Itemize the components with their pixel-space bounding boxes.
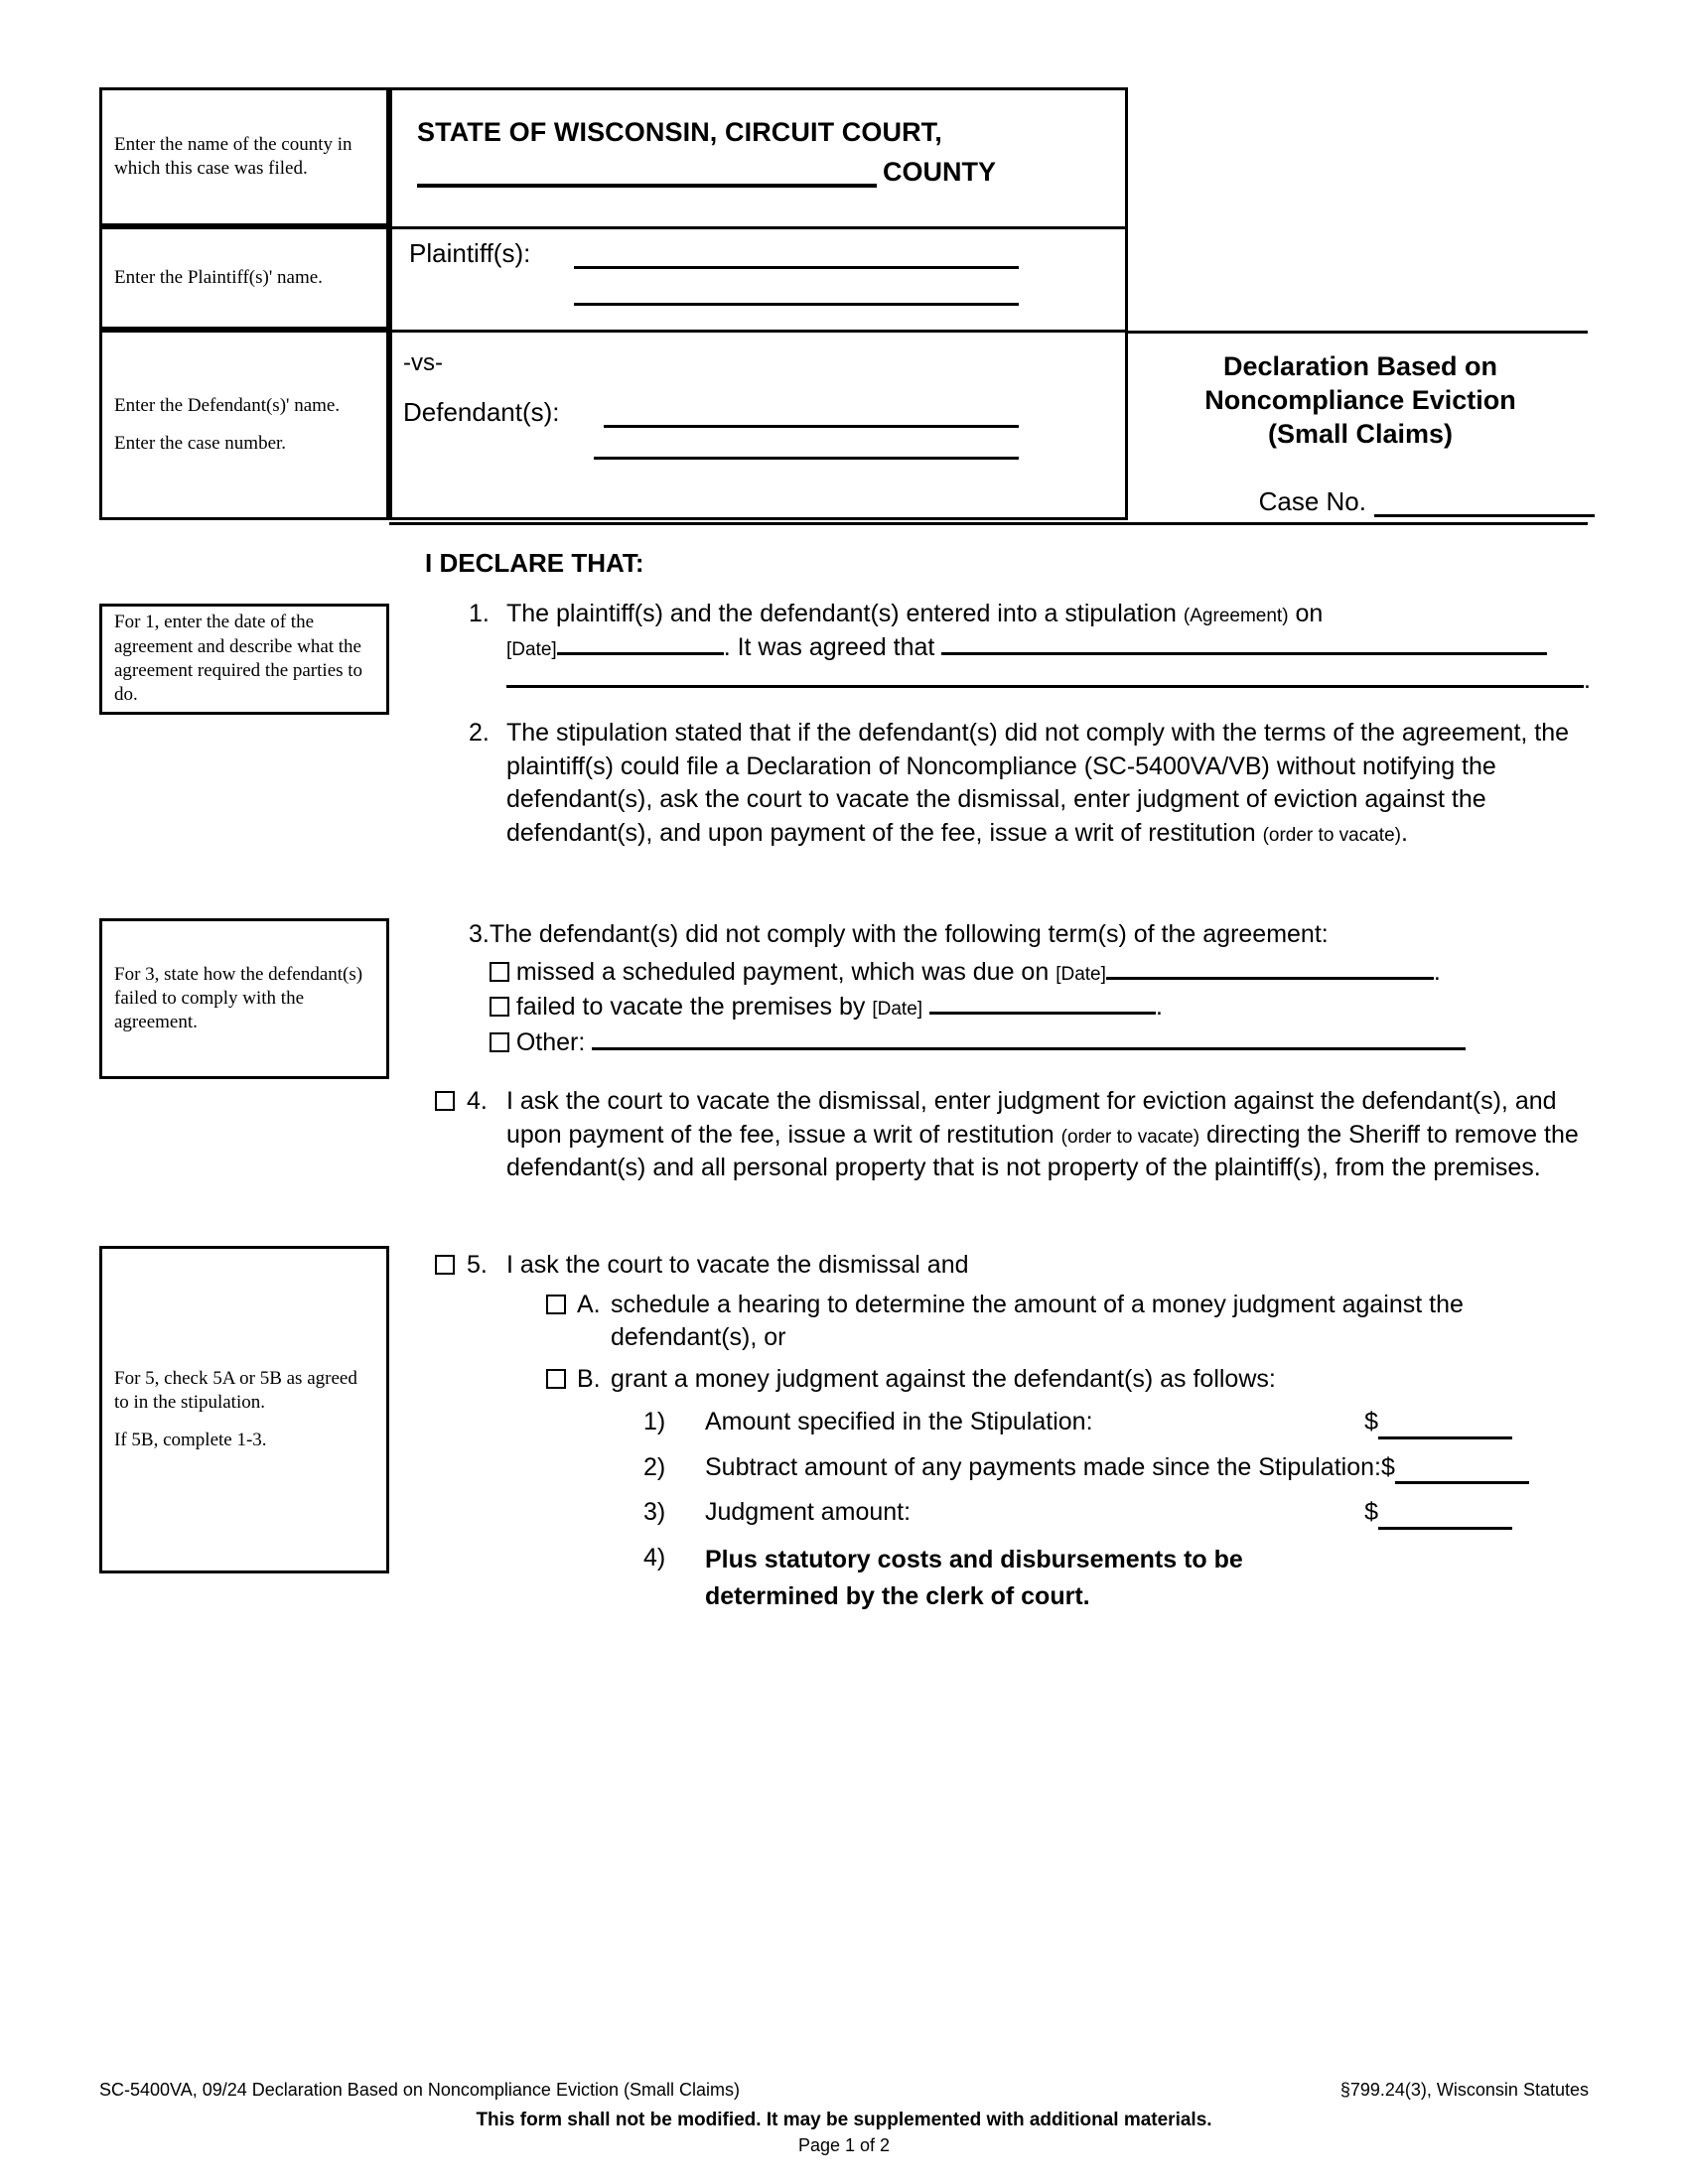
item-3-option-a-date-blank[interactable]: [1106, 957, 1434, 980]
instruction-item1-text: For 1, enter the date of the agreement and describe what the agreement required the parties to do.: [114, 612, 363, 706]
item-5-number: 5.: [467, 1251, 488, 1279]
item-5-amount-label: Judgment amount:: [705, 1498, 912, 1526]
case-number-label: Case No.: [1258, 486, 1366, 516]
instruction-box-county: [99, 87, 389, 226]
item-4-checkbox[interactable]: [435, 1091, 455, 1111]
item-5-sub-b: [546, 1363, 1597, 1397]
item-3-option-a-date-label: [Date]: [1055, 963, 1106, 985]
title-block-left-border: [1125, 87, 1128, 334]
item-2-period: .: [1400, 818, 1408, 847]
item-3-option-a-row: [490, 956, 1601, 990]
item-5-sub-b-text: grant a money judgment against the defendant(s) as follows:: [611, 1364, 1276, 1393]
footer-form-id: SC-5400VA, 09/24 Declaration Based on Noncompliance Eviction (Small Claims): [99, 2080, 740, 2100]
instruction-plaintiff-text: Enter the Plaintiff(s)' name.: [114, 266, 323, 288]
item-1-agreement-blank-1[interactable]: [941, 632, 1547, 655]
item-3-number: 3.: [469, 920, 490, 948]
defendant-name-blank-1[interactable]: [604, 425, 1019, 428]
item-4-text-b: directing the Sheriff to remove the defendant(s) and all personal property that is not property of the plaintiff(s), from the premises.: [506, 1120, 1579, 1181]
footer-top-row: [0, 2080, 1688, 2106]
item-2: [469, 717, 1601, 850]
item-5-amount-currency: $: [1364, 1498, 1378, 1526]
caption-bottom-border: [389, 522, 1588, 525]
item-3-option-b-row: [490, 991, 1601, 1024]
item-3-option-c-blank[interactable]: [592, 1027, 1466, 1050]
item-2-text: The stipulation stated that if the defendant(s) did not comply with the terms of the agreement, the plaintiff(s) could file a Declaration of Noncompliance (SC-5400VA/VB) without notifying the defendant(s), ask the court to vacate the dismissal, enter judgment of eviction against the defendant(s), and upon payment of the fee, issue a writ of restitution: [506, 719, 1570, 847]
instruction-item5a-text: For 5, check 5A or 5B as agreed to in the stipulation.: [114, 1367, 357, 1413]
form-title-line-3: (Small Claims): [1267, 419, 1454, 450]
item-5-statutory-costs-line-2: determined by the clerk of court.: [705, 1582, 1090, 1610]
instruction-box-defendant: [99, 330, 389, 520]
item-5-amount-row: [643, 1496, 1512, 1530]
caption-divider-1: [389, 226, 1128, 229]
item-3-option-b-checkbox[interactable]: [490, 997, 509, 1017]
footer-page-number: Page 1 of 2: [797, 2135, 891, 2155]
form-title: [1132, 349, 1589, 451]
case-number-row: [1132, 486, 1595, 517]
item-4-checkbox-holder: [435, 1085, 461, 1185]
item-4-order-to-vacate-paren: (order to vacate): [1060, 1126, 1200, 1148]
item-5-amount-list: [643, 1406, 1512, 1616]
instruction-box-item1: [99, 604, 389, 715]
item-5-amount-row: [643, 1406, 1512, 1439]
item-3: [469, 918, 1601, 1059]
item-1-agreement-paren: (Agreement): [1183, 606, 1289, 626]
form-title-line-2: Noncompliance Eviction: [1204, 385, 1516, 416]
item-5-statutory-costs-number: 4): [643, 1543, 666, 1571]
item-5-amount-number: 3): [643, 1498, 666, 1526]
county-word-label: COUNTY: [883, 157, 996, 187]
item-2-order-to-vacate-paren: (order to vacate): [1262, 824, 1401, 846]
item-5-amount-label: Amount specified in the Stipulation:: [705, 1408, 1093, 1435]
item-4-text-a: I ask the court to vacate the dismissal, enter judgment for eviction against the defendant(s), and upon payment of the fee, issue a writ of restitution: [506, 1087, 1557, 1149]
county-entry-row: [417, 157, 996, 188]
versus-label: -vs-: [403, 349, 443, 376]
item-1-date-label: [Date]: [506, 638, 557, 660]
instruction-box-plaintiff: [99, 226, 389, 330]
item-5-sub-b-label: B.: [577, 1364, 601, 1393]
item-5-statutory-costs-line-1: Plus statutory costs and disbursements to be: [705, 1545, 1243, 1573]
title-block-top-border: [1125, 331, 1588, 334]
item-1-text-a: The plaintiff(s) and the defendant(s) entered into a stipulation: [506, 600, 1177, 627]
item-1-number: 1.: [469, 600, 490, 627]
item-5-sub-b-checkbox-holder: [546, 1363, 572, 1397]
item-5-sub-b-checkbox[interactable]: [546, 1369, 566, 1389]
item-3-text: The defendant(s) did not comply with the following term(s) of the agreement:: [489, 920, 1329, 948]
item-1-text-c: . It was agreed that: [723, 632, 935, 661]
item-3-option-a-label: missed a scheduled payment, which was due on: [515, 957, 1050, 986]
item-4: [435, 1085, 1592, 1185]
item-3-option-c-label: Other:: [515, 1027, 586, 1056]
item-5-amount-blank[interactable]: [1378, 1507, 1512, 1530]
court-heading: STATE OF WISCONSIN, CIRCUIT COURT,: [417, 117, 942, 147]
item-5-amount-blank[interactable]: [1378, 1417, 1512, 1439]
item-5-checkbox[interactable]: [435, 1255, 455, 1275]
item-3-option-b-date-label: [Date]: [872, 999, 923, 1020]
item-5-amount-entry: [1364, 1496, 1512, 1530]
item-5: [435, 1249, 1597, 1616]
item-5-sub-a-checkbox-holder: [546, 1289, 572, 1355]
item-5-statutory-costs-row: [643, 1542, 1512, 1616]
instruction-case-number-text: Enter the case number.: [114, 433, 287, 454]
caption-divider-2: [389, 330, 1128, 333]
item-5-amount-label: Subtract amount of any payments made since the Stipulation:: [705, 1452, 1381, 1481]
item-3-option-a-period: .: [1433, 957, 1441, 986]
item-1: [469, 598, 1591, 698]
instruction-box-item3: [99, 918, 389, 1079]
item-3-option-b-period: .: [1156, 993, 1163, 1021]
item-1-text-b: on: [1295, 600, 1324, 627]
item-2-number: 2.: [469, 719, 490, 747]
item-5-amount-number: 1): [643, 1408, 666, 1435]
defendant-label: Defendant(s):: [403, 397, 560, 427]
item-1-date-blank[interactable]: [557, 632, 724, 655]
declare-heading: I DECLARE THAT:: [425, 548, 644, 578]
item-5-amount-blank[interactable]: [1395, 1461, 1529, 1484]
item-5-sub-a-label: A.: [577, 1290, 601, 1318]
item-5-amount-number: 2): [643, 1452, 666, 1481]
item-5-checkbox-holder: [435, 1249, 461, 1616]
item-3-option-a-checkbox[interactable]: [490, 962, 509, 982]
item-5-amount-entry: [1364, 1406, 1512, 1439]
item-3-option-c-row: [490, 1026, 1601, 1060]
item-1-period: .: [1584, 666, 1591, 694]
plaintiff-name-blank-1[interactable]: [574, 266, 1019, 269]
form-title-line-1: Declaration Based on: [1222, 351, 1498, 381]
item-5-amount-entry: [1381, 1451, 1529, 1485]
defendant-name-blank-2[interactable]: [594, 457, 1019, 460]
instruction-item3-text: For 3, state how the defendant(s) failed to comply with the agreement.: [114, 963, 363, 1033]
item-1-agreement-blank-2[interactable]: [506, 665, 1584, 688]
instruction-item5b-text: If 5B, complete 1-3.: [114, 1430, 267, 1451]
instruction-defendant-text: Enter the Defendant(s)' name.: [114, 394, 341, 416]
instruction-box-item5: [99, 1246, 389, 1573]
item-3-option-b-label: failed to vacate the premises by: [515, 993, 866, 1021]
plaintiff-label: Plaintiff(s):: [409, 238, 531, 268]
item-5-sub-a: [546, 1289, 1597, 1355]
footer-statute-citation: §799.24(3), Wisconsin Statutes: [1339, 2080, 1589, 2100]
footer-notice: This form shall not be modified. It may be supplemented with additional materials.: [476, 2110, 1212, 2130]
case-number-blank[interactable]: [1374, 492, 1595, 517]
item-5-amount-row: [643, 1451, 1512, 1485]
item-5-sub-a-checkbox[interactable]: [546, 1295, 566, 1314]
county-name-blank[interactable]: [417, 158, 877, 188]
item-4-number: 4.: [467, 1087, 488, 1115]
item-3-option-c-checkbox[interactable]: [490, 1032, 509, 1052]
plaintiff-name-blank-2[interactable]: [574, 303, 1019, 306]
item-5-sub-a-text: schedule a hearing to determine the amount of a money judgment against the defendant(s), or: [611, 1290, 1464, 1351]
item-3-option-b-date-blank[interactable]: [929, 992, 1156, 1015]
page-footer: [0, 2080, 1688, 2156]
item-5-amount-currency: $: [1364, 1408, 1378, 1435]
item-5-amount-currency: $: [1380, 1452, 1395, 1481]
instruction-county-text: Enter the name of the county in which this case was filed.: [114, 133, 352, 179]
item-5-text: I ask the court to vacate the dismissal and: [506, 1251, 969, 1279]
